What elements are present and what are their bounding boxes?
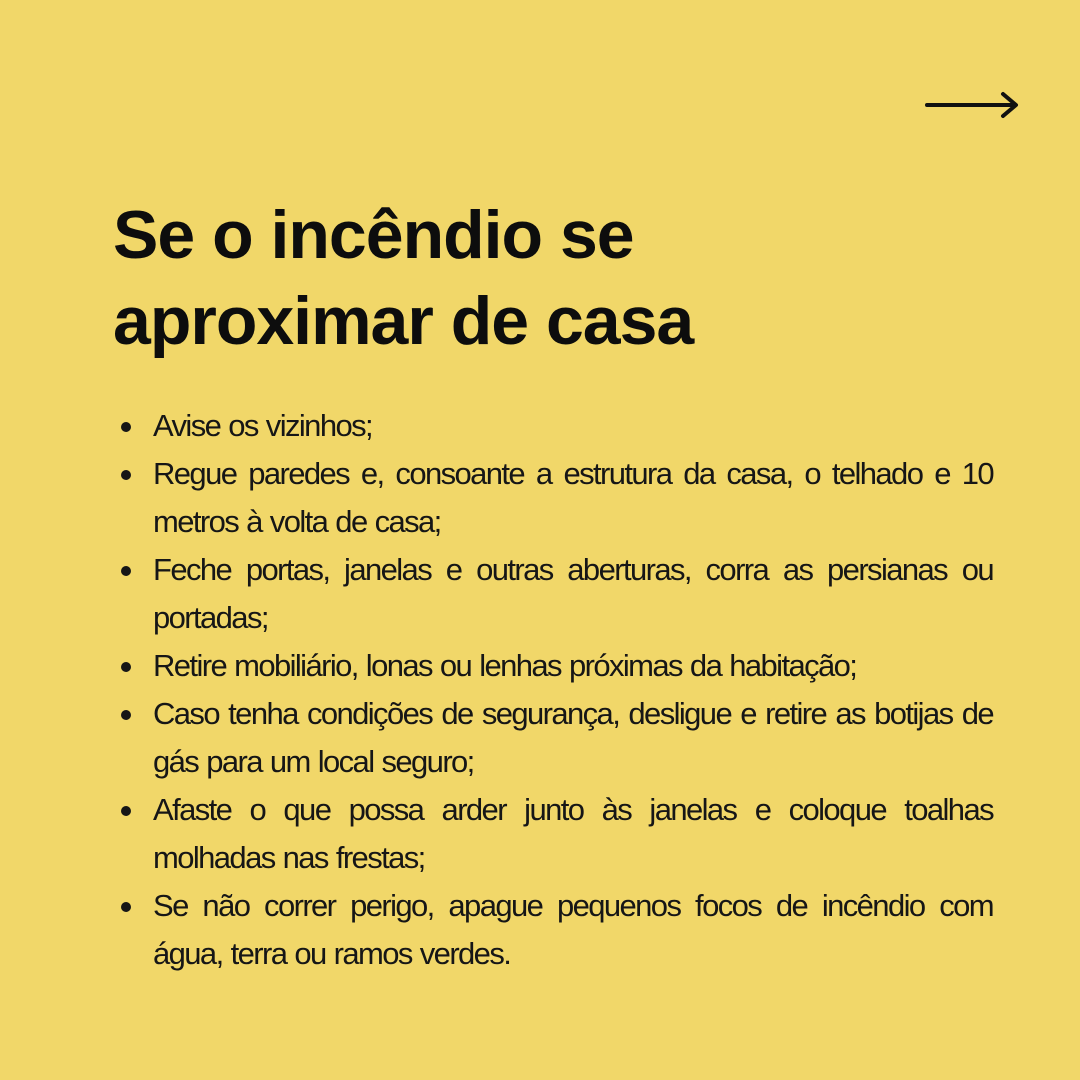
bullet-icon [121, 662, 131, 672]
bullet-icon [121, 806, 131, 816]
bullet-icon [121, 902, 131, 912]
bullet-icon [121, 470, 131, 480]
list-item [113, 402, 993, 450]
title-line-1: Se o incêndio se [113, 197, 634, 273]
list-item [113, 690, 993, 786]
tip-text: Se não correr perigo, apague pequenos focos de incêndio com água, terra ou ramos verdes. [153, 888, 993, 971]
tip-text: Retire mobiliário, lonas ou lenhas próximas da habitação; [153, 648, 857, 683]
tip-text: Afaste o que possa arder junto às janelas e coloque toalhas molhadas nas frestas; [153, 792, 993, 875]
tip-text: Caso tenha condições de segurança, desligue e retire as botijas de gás para um local seguro; [153, 696, 993, 779]
list-item [113, 546, 993, 642]
arrow-right-icon [925, 90, 1020, 120]
tip-text: Feche portas, janelas e outras aberturas, corra as persianas ou portadas; [153, 552, 993, 635]
tips-list [113, 402, 993, 978]
bullet-icon [121, 422, 131, 432]
list-item [113, 882, 993, 978]
list-item [113, 786, 993, 882]
title-line-2: aproximar de casa [113, 283, 694, 359]
bullet-icon [121, 710, 131, 720]
list-item [113, 642, 993, 690]
next-slide-button[interactable] [925, 90, 1020, 120]
tip-text: Avise os vizinhos; [153, 408, 373, 443]
page-title [113, 192, 993, 364]
list-item [113, 450, 993, 546]
bullet-icon [121, 566, 131, 576]
tip-text: Regue paredes e, consoante a estrutura da casa, o telhado e 10 metros à volta de casa; [153, 456, 993, 539]
